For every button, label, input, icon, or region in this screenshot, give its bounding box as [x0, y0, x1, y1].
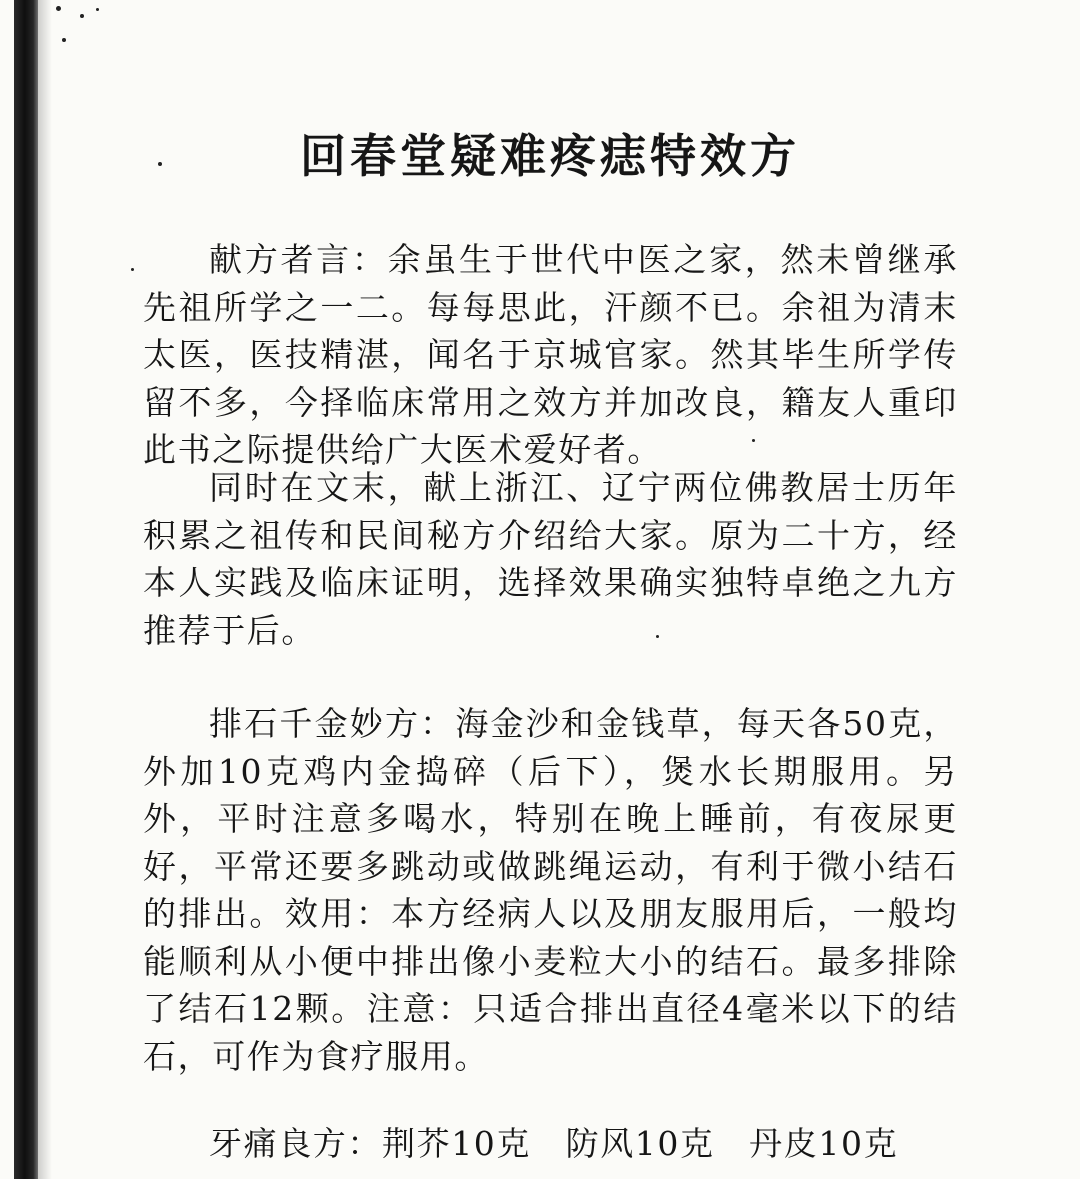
scan-speck [158, 162, 162, 166]
preface-paragraph [143, 236, 958, 474]
scan-speck [80, 14, 84, 18]
stone-removal-recipe-paragraph [143, 700, 958, 1080]
scan-speck [56, 6, 61, 11]
binding-shadow [38, 0, 52, 1179]
paragraph-text: 排石千金妙方：海金沙和金钱草，每天各50克，外加10克鸡内金捣碎（后下），煲水长期服用。另外，平时注意多喝水，特别在晚上睡前，有夜尿更好，平常还要多跳动或做跳绳运动，有利于微小结石的排出。效用：本方经病人以及朋友服用后，一般均能顺利从小便中排出像小麦粒大小的结石。最多排除了结石12颗。注意：只适合排出直径4毫米以下的结石，可作为食疗服用。 [143, 704, 958, 1076]
paragraph-text: 同时在文末，献上浙江、辽宁两位佛教居士历年积累之祖传和民间秘方介绍给大家。原为二十方，经本人实践及临床证明，选择效果确实独特卓绝之九方推荐于后。 [143, 468, 958, 650]
paragraph-text: 献方者言：余虽生于世代中医之家，然未曾继承先祖所学之一二。每每思此，汗颜不已。余祖为清末太医，医技精湛，闻名于京城官家。然其毕生所学传留不多，今择临床常用之效方并加改良，籍友人重印此书之际提供给广大医术爱好者。 [143, 240, 958, 469]
toothache-recipe-paragraph [143, 1120, 958, 1168]
book-binding-edge [14, 0, 38, 1179]
scan-speck [62, 38, 66, 42]
scan-speck [96, 8, 99, 11]
scan-speck [131, 268, 134, 271]
paragraph-text: 牙痛良方：荆芥10克 防风10克 丹皮10克 [209, 1124, 899, 1163]
page-title: 回春堂疑难疼痣特效方 [300, 129, 800, 183]
introduction-paragraph [143, 464, 958, 654]
